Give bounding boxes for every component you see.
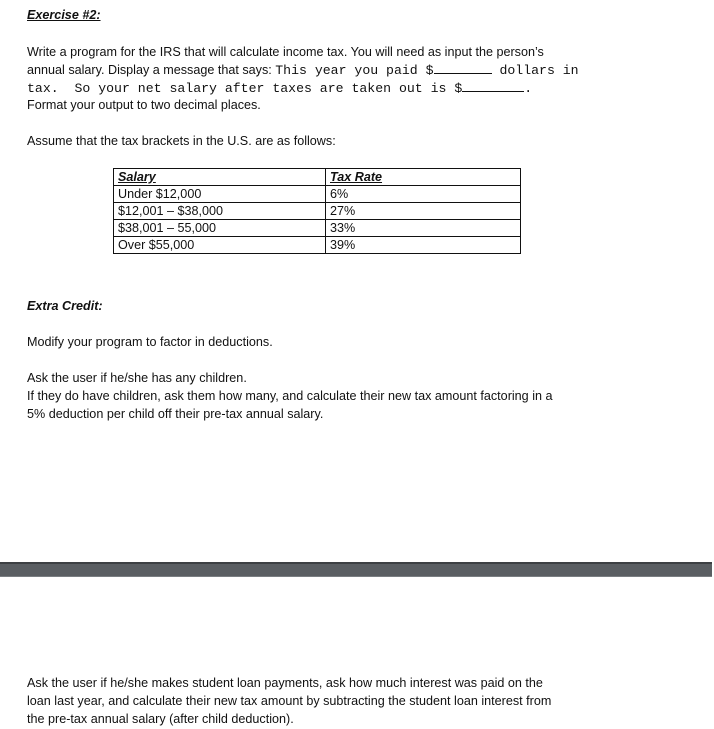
loan-line-3: the pre-tax annual salary (after child deduction). bbox=[27, 712, 294, 726]
table-row bbox=[114, 186, 521, 203]
intro-line-3-code: tax. So your net salary after taxes are taken out is $ bbox=[27, 81, 463, 96]
loan-line-2: loan last year, and calculate their new tax amount by subtracting the student loan interest from bbox=[27, 694, 552, 708]
intro-line-2-code: This year you paid $ bbox=[275, 63, 434, 78]
page-break-divider bbox=[0, 562, 712, 577]
loan-line-1: Ask the user if he/she makes student loan payments, ask how much interest was paid on the bbox=[27, 676, 543, 690]
tax-rate-cell: 39% bbox=[326, 237, 521, 254]
children-line-3: 5% deduction per child off their pre-tax annual salary. bbox=[27, 407, 324, 421]
tax-rate-cell: 6% bbox=[326, 186, 521, 203]
table-row bbox=[114, 237, 521, 254]
exercise-title: Exercise #2: bbox=[27, 8, 101, 22]
net-salary-blank bbox=[462, 79, 524, 92]
assume-text: Assume that the tax brackets in the U.S. are as follows: bbox=[27, 134, 336, 148]
paid-blank bbox=[434, 61, 492, 74]
salary-header: Salary bbox=[114, 169, 326, 186]
salary-cell: $38,001 – 55,000 bbox=[114, 220, 326, 237]
table-row bbox=[114, 203, 521, 220]
intro-line-4: Format your output to two decimal places. bbox=[27, 98, 261, 112]
tax-rate-header: Tax Rate bbox=[326, 169, 521, 186]
tax-rate-cell: 33% bbox=[326, 220, 521, 237]
salary-cell: Under $12,000 bbox=[114, 186, 326, 203]
intro-line-1: Write a program for the IRS that will calculate income tax. You will need as input the person’s bbox=[27, 45, 544, 59]
tax-bracket-table bbox=[113, 168, 521, 254]
extra-credit-heading: Extra Credit: bbox=[27, 299, 103, 313]
intro-line-3-code-after: . bbox=[524, 81, 533, 96]
tax-rate-cell: 27% bbox=[326, 203, 521, 220]
salary-cell: Over $55,000 bbox=[114, 237, 326, 254]
children-line-1: Ask the user if he/she has any children. bbox=[27, 371, 247, 385]
intro-line-2-code-after: dollars in bbox=[491, 63, 579, 78]
table-header-row bbox=[114, 169, 521, 186]
children-line-2: If they do have children, ask them how many, and calculate their new tax amount factoring in a bbox=[27, 389, 553, 403]
modify-text: Modify your program to factor in deductions. bbox=[27, 335, 273, 349]
salary-cell: $12,001 – $38,000 bbox=[114, 203, 326, 220]
table-row bbox=[114, 220, 521, 237]
intro-line-2 bbox=[27, 61, 579, 80]
intro-line-2-prefix: annual salary. Display a message that says: bbox=[27, 63, 276, 77]
